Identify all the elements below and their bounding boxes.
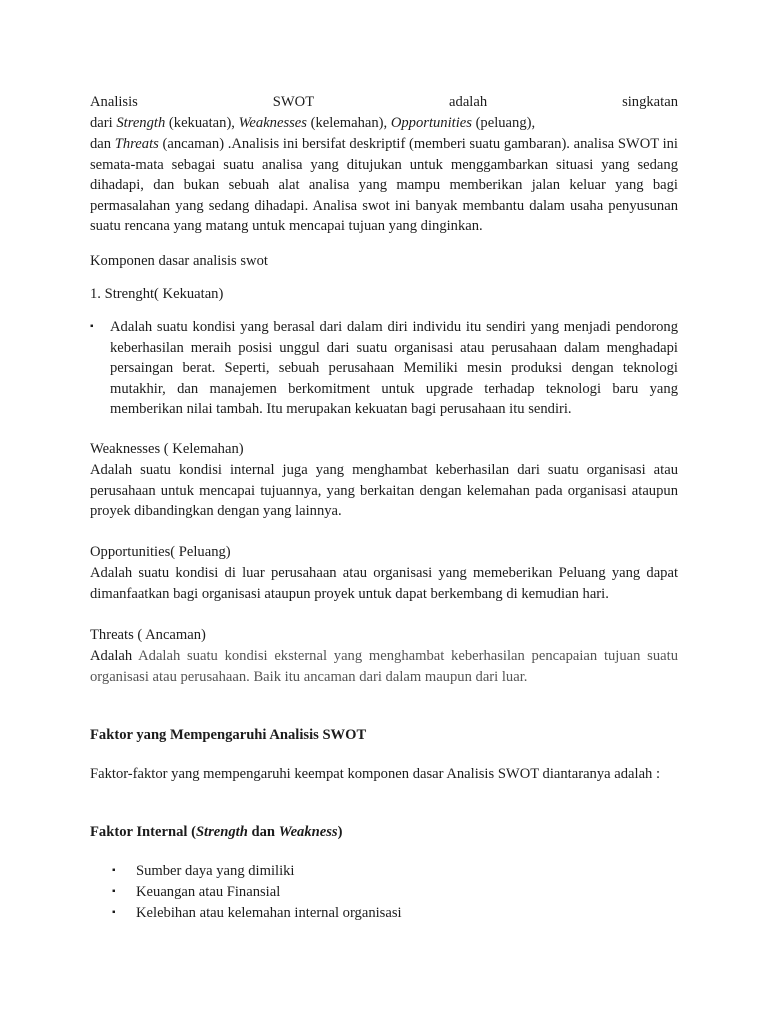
- strength-text: Adalah suatu kondisi yang berasal dari dalam diri individu itu sendiri yang menjadi pendorong keberhasilan meraih posisi unggul dari suatu organisasi atau perusahaan dalam menghadapi persaingan berat. Seperti, sebuah perusahaan Memiliki mesin produksi dengan teknologi mutakhir, dan manajemen berkomitment untuk upgrade terhadap teknologi baru yang memberikan nilai tambah. Itu merupakan kekuatan bagi perusahaan itu sendiri.: [110, 319, 678, 418]
- internal-factor-list: [112, 861, 402, 924]
- opportunities-term: Opportunities: [390, 115, 472, 131]
- list-item: ▪ Sumber daya yang dimiliki: [112, 861, 402, 882]
- intro-word: SWOT: [272, 94, 315, 110]
- weakness-heading: Weaknesses ( Kelemahan): [90, 441, 244, 457]
- intro-word: adalah: [449, 94, 488, 110]
- faktor-heading: Faktor yang Mempengaruhi Analisis SWOT: [90, 727, 367, 743]
- strength-heading: 1. Strenght( Kekuatan): [90, 286, 224, 302]
- bullet-icon: ▪: [112, 865, 116, 876]
- strength-term: Strength: [195, 824, 248, 840]
- opportunities-heading: Opportunities( Peluang): [90, 544, 231, 560]
- weakness-text: Adalah suatu kondisi internal juga yang menghambat keberhasilan dari suatu organisasi atau perusahaan untuk mencapai tujuannya, yang berkaitan dengan kelemahan pada organisasi ataupun proyek dibandingkan dengan yang lainnya.: [90, 462, 678, 520]
- threats-term: Threats: [114, 136, 159, 152]
- threats-heading: Threats ( Ancaman): [90, 627, 206, 643]
- bullet-icon: ▪: [112, 907, 116, 918]
- faktor-text: Faktor-faktor yang mempengaruhi keempat komponen dasar Analisis SWOT diantaranya adalah :: [90, 766, 661, 782]
- threats-lead: Adalah: [90, 648, 133, 664]
- threats-text: Adalah suatu kondisi eksternal yang menghambat keberhasilan pencapaian tujuan suatu organisasi atau perusahaan. Baik itu ancaman dari dalam maupun dari luar.: [90, 648, 678, 685]
- bullet-icon: ▪: [90, 321, 94, 332]
- bullet-icon: ▪: [112, 886, 116, 897]
- opportunities-text: Adalah suatu kondisi di luar perusahaan atau organisasi yang memeberikan Peluang yang dapat dimanfaatkan bagi organisasi ataupun proyek untuk dapat berkembang di kemudian hari.: [90, 565, 678, 602]
- intro-word: Analisis: [90, 94, 138, 110]
- intro-line-1: [90, 92, 678, 113]
- intro-line-2: dari Strength (kekuatan), Weaknesses (kelemahan), Opportunities (peluang),: [90, 115, 536, 131]
- intro-word: singkatan: [622, 94, 678, 110]
- komponen-heading: Komponen dasar analisis swot: [90, 253, 268, 269]
- strength-bullet-item: [90, 317, 678, 420]
- intro-paragraph: dan Threats (ancaman) .Analisis ini bersifat deskriptif (memberi suatu gambaran). analisa SWOT ini semata-mata sebagai suatu analisa yang ditujukan untuk menggambarkan situasi yang sedang dihadapi, dan bukan sebuah alat analisa yang mampu memberikan jalan keluar yang bagi permasalahan yang sedang dihadapi. Analisa swot ini banyak membantu dalam usaha penyusunan suatu rencana yang matang untuk mencapai tujuan yang dinginkan.: [90, 136, 678, 235]
- weaknesses-term: Weaknesses: [238, 115, 307, 131]
- threats-paragraph: [90, 646, 678, 687]
- faktor-internal-heading: Faktor Internal (Strength dan Weakness): [90, 824, 343, 840]
- list-item: ▪ Kelebihan atau kelemahan internal organisasi: [112, 903, 402, 924]
- strength-term: Strength: [116, 115, 166, 131]
- weakness-term: Weakness: [278, 824, 338, 840]
- list-item: ▪ Keuangan atau Finansial: [112, 882, 402, 903]
